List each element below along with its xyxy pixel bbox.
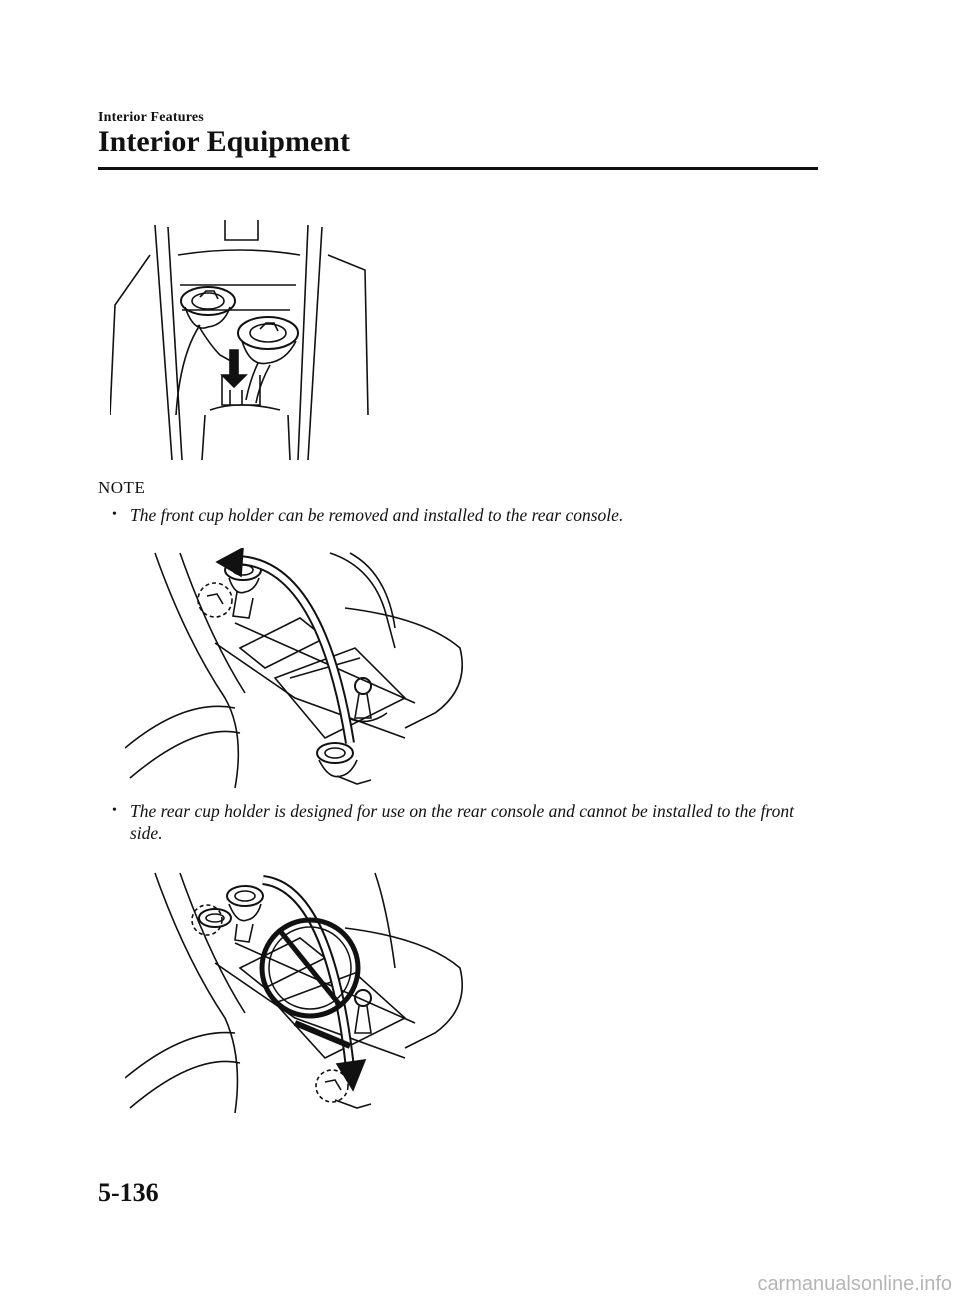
note-bullet-1	[112, 504, 812, 526]
page-title: Interior Equipment	[98, 125, 350, 158]
bullet-glyph: •	[112, 507, 117, 522]
front-console-illustration	[110, 215, 380, 465]
note-heading: NOTE	[98, 478, 146, 497]
figure-front-to-rear	[125, 548, 470, 793]
note-bullet-2	[112, 800, 812, 844]
rear-to-front-illustration	[125, 868, 470, 1118]
title-rule	[98, 167, 818, 170]
bullet-glyph: •	[112, 803, 117, 818]
figure-rear-to-front-prohibited	[125, 868, 470, 1118]
watermark: carmanualsonline.info	[757, 1273, 952, 1295]
front-to-rear-illustration	[125, 548, 470, 793]
note-bullet-text: The rear cup holder is designed for use on the rear console and cannot be installed to the front side.	[130, 801, 794, 843]
section-label: Interior Features	[98, 110, 204, 125]
figure-front-console	[110, 215, 380, 465]
note-bullet-text: The front cup holder can be removed and installed to the rear console.	[130, 505, 624, 525]
page-number: 5-136	[98, 1178, 159, 1207]
